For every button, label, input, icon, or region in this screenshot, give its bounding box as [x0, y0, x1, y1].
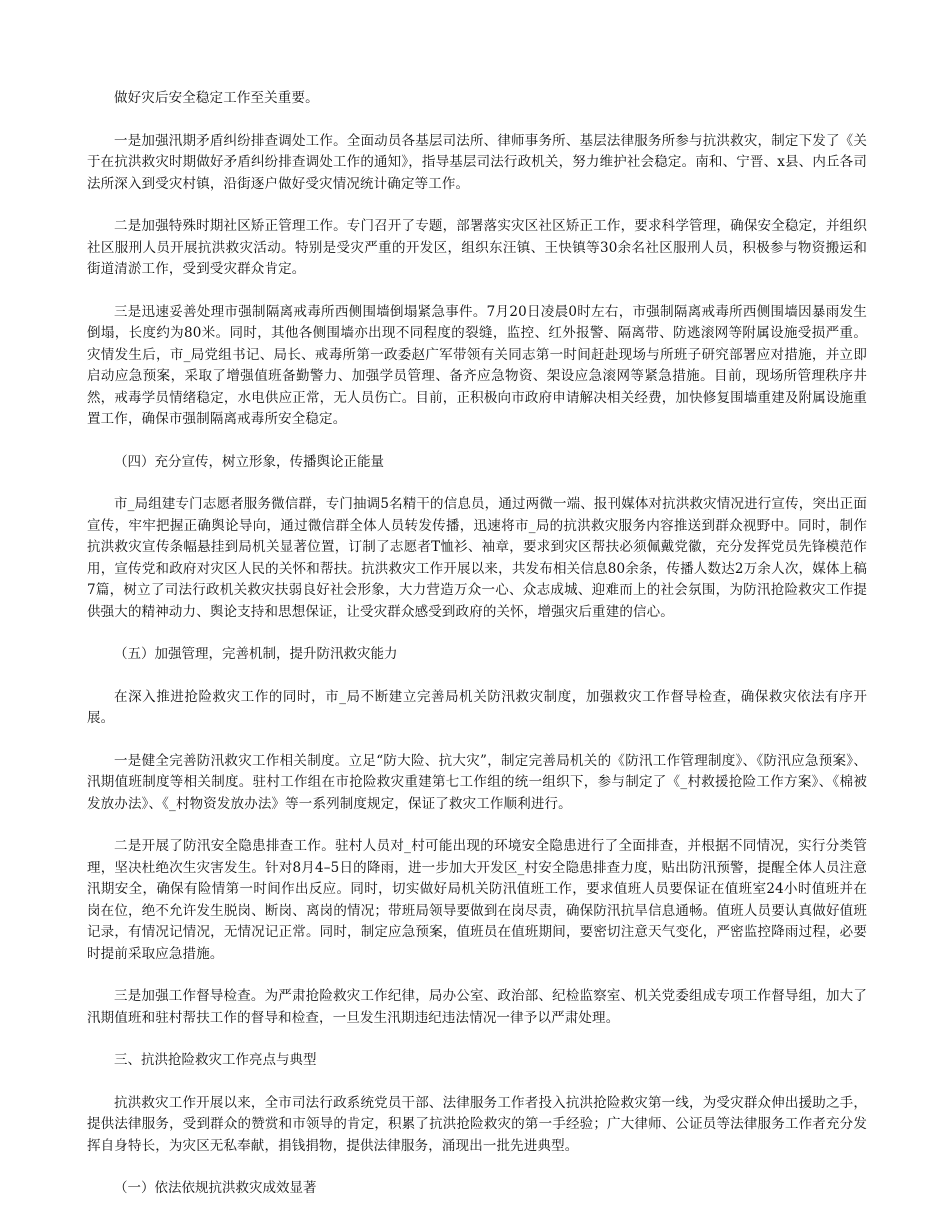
document-body [87, 88, 867, 1221]
paragraph-community-correction: 二是加强特殊时期社区矫正管理工作。专门召开了专题，部署落实灾区社区矫正工作，要求科学管理，确保安全稳定，并组织社区服刑人员开展抗洪救灾活动。特别是受灾严重的开发区，组织东汪镇、王快镇等30余名社区服刑人员，积极参与物资搬运和街道清淤工作，受到受灾群众肯定。 [87, 218, 867, 277]
section-heading-publicity: （四）充分宣传，树立形象，传播舆论正能量 [114, 453, 384, 470]
paragraph-disaster-stability: 做好灾后安全稳定工作至关重要。 [114, 90, 319, 106]
paragraph-highlights: 抗洪救灾工作开展以来，全市司法行政系统党员干部、法律服务工作者投入抗洪抢险救灾第一线，为受灾群众伸出援助之手，提供法律服务，受到群众的赞赏和市领导的肯定，积累了抗洪抢险救灾的第一手经验；广大律师、公证员等法律服务工作者充分发挥自身特长，为灾区无私奉献，捐钱捐物，提供法律服务，涌现出一批先进典型。 [87, 1094, 867, 1154]
section-heading-highlights: 三、抗洪抢险救灾工作亮点与典型 [114, 1052, 317, 1068]
paragraph-publicity: 市_局组建专门志愿者服务微信群，专门抽调5名精干的信息员，通过两微一端、报刊媒体对抗洪救灾情况进行宣传，突出正面宣传，牢牢把握正确舆论导向，通过微信群全体人员转发传播，迅速将市_局的抗洪救灾服务内容推送到群众视野中。同时，制作抗洪救灾宣传条幅悬挂到局机关显著位置，订制了志愿者T恤衫、袖章，要求到灾区帮扶必须佩戴党徽，充分发挥党员先锋模范作用，宣传党和政府对灾区人民的关怀和帮扶。抗洪救灾工作开展以来，共发布相关信息80余条，传播人数达2万余人次，媒体上稿7篇，树立了司法行政机关救灾扶弱良好社会形象，大力营造万众一心、众志成城、迎难而上的社会氛围，为防汛抢险救灾工作提供强大的精神动力、舆论支持和思想保证，让受灾群众感受到政府的关怀，增强灾后重建的信心。 [87, 496, 867, 620]
paragraph-supervision: 三是加强工作督导检查。为严肃抢险救灾工作纪律，局办公室、政治部、纪检监察室、机关党委组成专项工作督导组，加大了汛期值班和驻村帮扶工作的督导和检查，一旦发生汛期违纪违法情况一律予以严肃处理。 [87, 988, 867, 1026]
paragraph-dispute-mediation: 一是加强汛期矛盾纠纷排查调处工作。全面动员各基层司法所、律师事务所、基层法律服务所参与抗洪救灾，制定下发了《关于在抗洪救灾时期做好矛盾纠纷排查调处工作的通知》，指导基层司法行政机关，努力维护社会稳定。南和、宁晋、x县、内丘各司法所深入到受灾村镇，沿街逐户做好受灾情况统计确定等工作。 [87, 132, 867, 192]
paragraph-hazard-inspection: 二是开展了防汛安全隐患排查工作。驻村人员对_村可能出现的环境安全隐患进行了全面排查，并根据不同情况，实行分类管理，坚决杜绝次生灾害发生。针对8月4–5日的降雨，进一步加大开发区_村安全隐患排查力度，贴出防汛预警，提醒全体人员注意汛期安全，确保有险情第一时间作出反应。同时，切实做好局机关防汛值班工作，要求值班人员要保证在值班室24小时值班并在岗在位，绝不允许发生脱岗、断岗、离岗的情况；带班局领导要做到在岗尽责，确保防汛抗旱信息通畅。值班人员要认真做好值班记录，有情况记情况，无情况记正常。同时，制定应急预案，值班员在值班期间，要密切注意天气变化，严密监控降雨过程，必要时提前采取应急措施。 [87, 838, 867, 962]
paragraph-management-intro: 在深入推进抢险救灾工作的同时，市_局不断建立完善局机关防汛救灾制度，加强救灾工作督导检查，确保救灾依法有序开展。 [87, 688, 867, 726]
paragraph-rehab-wall-collapse: 三是迅速妥善处理市强制隔离戒毒所西侧围墙倒塌紧急事件。7月20日凌晨0时左右，市强制隔离戒毒所西侧围墙因暴雨发生倒塌，长度约为80米。同时，其他各侧围墙亦出现不同程度的裂缝，监控、红外报警、隔离带、防逃滚网等附属设施受损严重。灾情发生后，市_局党组书记、局长、戒毒所第一政委赵广军带领有关同志第一时间赶赴现场与所班子研究部署应对措施，并立即启动应急预案，采取了增强值班备勤警力、加强学员管理、备齐应急物资、架设应急滚网等紧急措施。目前，现场所管理秩序井然，戒毒学员情绪稳定，水电供应正常，无人员伤亡。目前，正积极向市政府申请解决相关经费，加快修复围墙重建及附属设施重置工作，确保市强制隔离戒毒所安全稳定。 [87, 303, 867, 427]
section-heading-lawful-relief: （一）依法依规抗洪救灾成效显著 [114, 1180, 317, 1196]
section-heading-management: （五）加强管理，完善机制，提升防汛救灾能力 [114, 646, 398, 662]
paragraph-management-rules: 一是健全完善防汛救灾工作相关制度。立足“防大险、抗大灾”，制定完善局机关的《防汛工作管理制度》、《防汛应急预案》、汛期值班制度等相关制度。驻村工作组在市抢险救灾重建第七工作组的统一组织下，参与制定了《_村救援抢险工作方案》、《棉被发放办法》、《_村物资发放办法》等一系列制度规定，保证了救灾工作顺利进行。 [87, 752, 867, 812]
